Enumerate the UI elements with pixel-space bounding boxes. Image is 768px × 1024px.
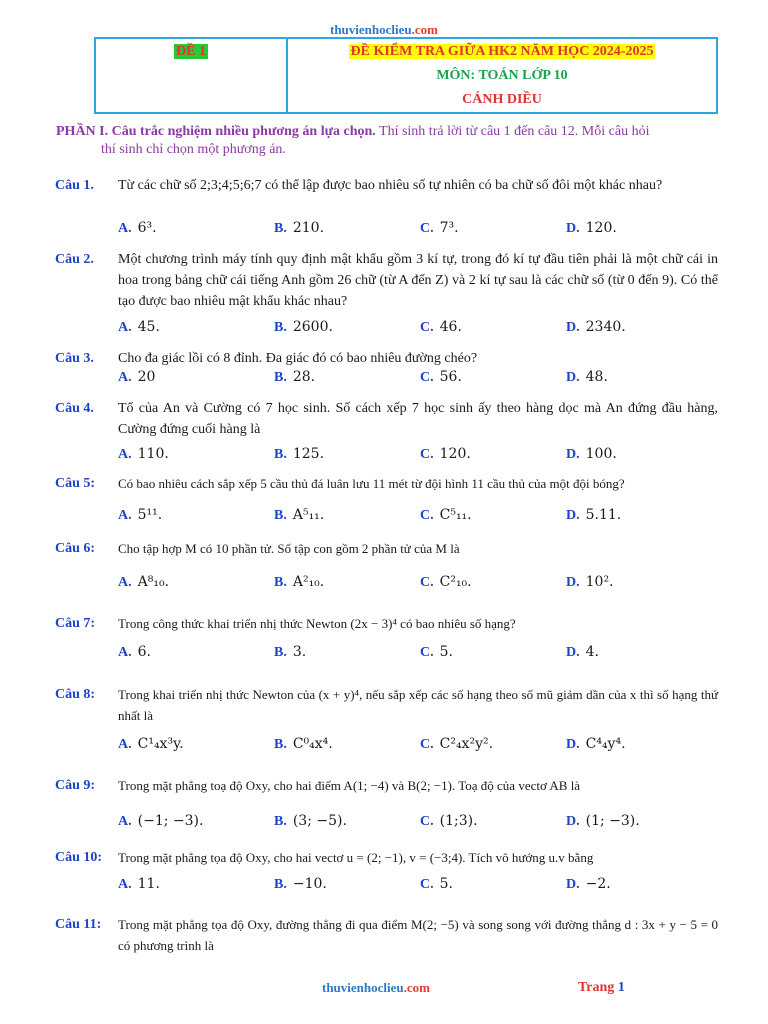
option-a[interactable]: A. 11.	[118, 876, 160, 892]
part-instruction-2: thí sinh chỉ chọn một phương án.	[101, 142, 286, 157]
exam-book: CÁNH DIỀU	[462, 92, 542, 107]
option-b[interactable]: B. 125.	[274, 446, 325, 462]
option-c[interactable]: C. 56.	[420, 369, 462, 385]
option-a[interactable]: A. 6.	[118, 644, 151, 660]
question-number: Câu 1.	[55, 178, 94, 193]
header-right-cell	[288, 39, 716, 112]
option-b[interactable]: B. −10.	[274, 876, 327, 892]
question-number: Câu 5:	[55, 476, 96, 491]
option-a[interactable]: A. (−1; −3).	[118, 813, 204, 829]
option-a[interactable]: A. 5¹¹.	[118, 507, 163, 523]
question-6	[55, 538, 718, 559]
option-d[interactable]: D. 120.	[566, 220, 617, 236]
option-a[interactable]: A. 45.	[118, 319, 160, 335]
question-stem: Trong công thức khai triển nhị thức Newton (2x − 3)⁴ có bao nhiêu số hạng?	[118, 616, 516, 631]
option-c[interactable]: C. C²₁₀.	[420, 574, 472, 590]
question-2-options	[118, 319, 718, 341]
question-number: Câu 8:	[55, 687, 96, 702]
site-watermark-bottom	[322, 980, 430, 996]
option-d[interactable]: D. 48.	[566, 369, 608, 385]
option-a[interactable]: A. A⁸₁₀.	[118, 574, 170, 590]
option-b[interactable]: B. 3.	[274, 644, 307, 660]
page-number	[578, 980, 625, 996]
exam-subject: MÔN: TOÁN LỚP 10	[436, 68, 568, 83]
question-2	[55, 249, 718, 312]
question-stem: Trong mặt phẳng toạ độ Oxy, cho hai điểm A(1; −4) và B(2; −1). Toạ độ của vectơ AB là	[118, 778, 581, 793]
option-c[interactable]: C. 7³.	[420, 220, 459, 236]
question-11	[55, 914, 718, 956]
question-stem: Từ các chữ số 2;3;4;5;6;7 có thể lập được bao nhiêu số tự nhiên có ba chữ số đôi một khác nhau?	[118, 178, 663, 193]
question-4-options	[118, 446, 718, 468]
question-1	[55, 175, 718, 196]
question-number: Câu 4.	[55, 401, 94, 416]
question-7	[55, 613, 718, 634]
question-stem: Trong mặt phẳng tọa độ Oxy, đường thẳng đi qua điểm M(2; −5) và song song với đường thẳng d : 3x + y − 5 = 0 có phương trình là	[118, 917, 718, 953]
question-number: Câu 2.	[55, 252, 94, 267]
option-c[interactable]: C. 5.	[420, 644, 453, 660]
question-number: Câu 6:	[55, 541, 96, 556]
question-9	[55, 775, 718, 796]
option-b[interactable]: B. A²₁₀.	[274, 574, 325, 590]
option-b[interactable]: B. 28.	[274, 369, 316, 385]
question-3-options	[118, 369, 718, 391]
part-instruction-1: Thí sinh trả lời từ câu 1 đến câu 12. Mỗi câu hỏi	[379, 124, 650, 139]
option-a[interactable]: A. 20	[118, 369, 156, 385]
footer-site-part1: thuvienhoclieu	[322, 980, 404, 995]
option-a[interactable]: A. 110.	[118, 446, 169, 462]
exam-header-box	[94, 37, 718, 114]
question-8-options	[118, 736, 718, 758]
footer-site-part2: .com	[403, 980, 430, 995]
question-10-options	[118, 876, 718, 898]
option-b[interactable]: B. (3; −5).	[274, 813, 347, 829]
question-stem: Tổ của An và Cường có 7 học sinh. Số cách xếp 7 học sinh ấy theo hàng dọc mà An đứng đầu hàng, Cường đứng cuối hàng là	[118, 401, 718, 437]
header-left-cell	[96, 39, 288, 112]
option-d[interactable]: D. 5.11.	[566, 507, 622, 523]
option-b[interactable]: B. A⁵₁₁.	[274, 507, 325, 523]
question-10	[55, 847, 718, 868]
option-c[interactable]: C. 120.	[420, 446, 471, 462]
question-5	[55, 473, 718, 494]
question-1-options	[118, 220, 718, 242]
part-heading	[56, 123, 716, 159]
option-c[interactable]: C. 5.	[420, 876, 453, 892]
part-title: PHẦN I. Câu trắc nghiệm nhiều phương án lựa chọn.	[56, 124, 376, 139]
question-number: Câu 3.	[55, 351, 94, 366]
question-number: Câu 7:	[55, 616, 96, 631]
option-d[interactable]: D. (1; −3).	[566, 813, 640, 829]
option-b[interactable]: B. 210.	[274, 220, 325, 236]
site-name-part2: .com	[411, 22, 438, 37]
exam-number: ĐỀ 1	[176, 44, 206, 59]
option-a[interactable]: A. 6³.	[118, 220, 157, 236]
question-stem: Trong khai triển nhị thức Newton của (x + y)⁴, nếu sắp xếp các số hạng theo số mũ giảm dần của x thì số hạng thứ nhất là	[118, 687, 718, 723]
question-stem: Trong mặt phẳng tọa độ Oxy, cho hai vectơ u = (2; −1), v = (−3;4). Tích vô hướng u.v bằng	[118, 850, 594, 865]
option-c[interactable]: C. C²₄x²y².	[420, 736, 494, 752]
question-number: Câu 11:	[55, 917, 102, 932]
question-number: Câu 9:	[55, 778, 96, 793]
page-num: 1	[617, 980, 625, 995]
question-stem: Cho tập hợp M có 10 phần tử. Số tập con gồm 2 phần tử của M là	[118, 541, 460, 556]
option-d[interactable]: D. 2340.	[566, 319, 626, 335]
question-8	[55, 684, 718, 726]
option-d[interactable]: D. 10².	[566, 574, 614, 590]
question-stem: Cho đa giác lồi có 8 đỉnh. Đa giác đó có bao nhiêu đường chéo?	[118, 351, 478, 366]
site-watermark-top	[0, 22, 768, 38]
question-3	[55, 348, 718, 369]
option-c[interactable]: C. (1;3).	[420, 813, 478, 829]
page-label: Trang	[578, 980, 615, 995]
option-d[interactable]: D. 100.	[566, 446, 617, 462]
option-a[interactable]: A. C¹₄x³y.	[118, 736, 184, 752]
question-number: Câu 10:	[55, 850, 103, 865]
question-4	[55, 398, 718, 440]
option-b[interactable]: B. C⁰₄x⁴.	[274, 736, 333, 752]
question-5-options	[118, 507, 718, 529]
question-9-options	[118, 813, 718, 835]
question-stem: Có bao nhiêu cách sắp xếp 5 cầu thủ đá luân lưu 11 mét từ đội hình 11 cầu thủ của một đội bóng?	[118, 476, 625, 491]
option-c[interactable]: C. C⁵₁₁.	[420, 507, 472, 523]
option-d[interactable]: D. 4.	[566, 644, 599, 660]
option-d[interactable]: D. −2.	[566, 876, 611, 892]
site-name-part1: thuvienhoclieu	[330, 22, 412, 37]
option-d[interactable]: D. C⁴₄y⁴.	[566, 736, 626, 752]
option-c[interactable]: C. 46.	[420, 319, 462, 335]
option-b[interactable]: B. 2600.	[274, 319, 333, 335]
question-6-options	[118, 574, 718, 596]
exam-title: ĐỀ KIỂM TRA GIỮA HK2 NĂM HỌC 2024-2025	[350, 44, 654, 59]
question-7-options	[118, 644, 718, 666]
question-stem: Một chương trình máy tính quy định mật khẩu gồm 3 kí tự, trong đó kí tự đầu tiên phải là một chữ cái in hoa trong bảng chữ cái tiếng Anh gồm 26 chữ (từ A đến Z) và 2 kí tự sau là các chữ số (từ 0 đến 9). Có thể tạo được bao nhiêu mật khẩu khác nhau?	[118, 252, 718, 309]
